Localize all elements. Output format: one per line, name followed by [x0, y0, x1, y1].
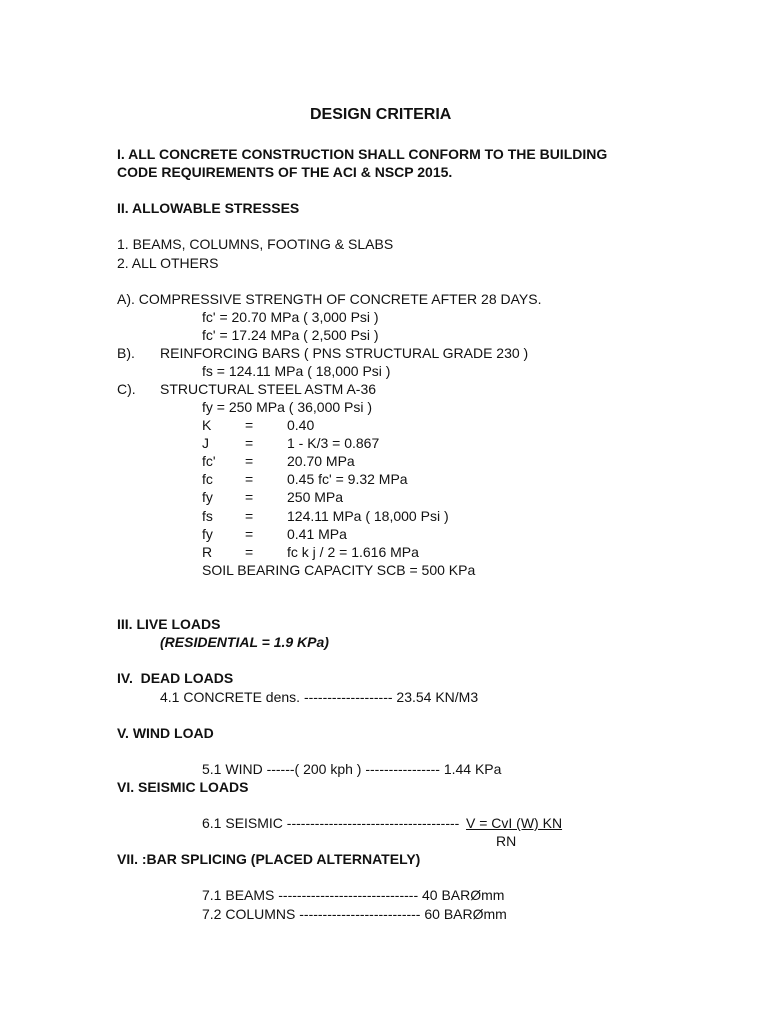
- section4-item: 4.1 CONCRETE dens. ------------------- 23.54 KN/M3: [160, 689, 479, 705]
- param-value: 1 - K/3 = 0.867: [287, 435, 380, 451]
- param-symbol: fy: [202, 526, 213, 542]
- section2-c-text: STRUCTURAL STEEL ASTM A-36: [160, 381, 377, 397]
- section5-heading: V. WIND LOAD: [117, 725, 214, 741]
- section2-heading: II. ALLOWABLE STRESSES: [117, 200, 300, 216]
- section2-item-2: 2. ALL OTHERS: [117, 255, 219, 271]
- param-equals: =: [245, 453, 254, 469]
- param-symbol: J: [202, 435, 209, 451]
- param-value: 20.70 MPa: [287, 453, 355, 469]
- section1-line1: I. ALL CONCRETE CONSTRUCTION SHALL CONFORM TO THE BUILDING: [117, 146, 608, 162]
- param-value: 0.40: [287, 417, 315, 433]
- section6-item: 6.1 SEISMIC -------------------------------------: [202, 815, 460, 831]
- section6-heading: VI. SEISMIC LOADS: [117, 779, 249, 795]
- param-equals: =: [245, 544, 254, 560]
- section7-item-2: 7.2 COLUMNS -------------------------- 60 BARØmm: [202, 906, 507, 922]
- seismic-formula-numerator: V = CvI (W) KN: [466, 815, 563, 831]
- section2-b-label: B).: [117, 345, 135, 361]
- param-value: 0.45 fc' = 9.32 MPa: [287, 471, 408, 487]
- section7-heading: VII. :BAR SPLICING (PLACED ALTERNATELY): [117, 851, 421, 867]
- param-symbol: fs: [202, 508, 213, 524]
- section7-item-1: 7.1 BEAMS ------------------------------ 40 BARØmm: [202, 887, 505, 903]
- param-equals: =: [245, 471, 254, 487]
- section1-line2: CODE REQUIREMENTS OF THE ACI & NSCP 2015.: [117, 164, 453, 180]
- param-equals: =: [245, 435, 254, 451]
- param-equals: =: [245, 508, 254, 524]
- param-value: 250 MPa: [287, 489, 344, 505]
- param-equals: =: [245, 417, 254, 433]
- section4-heading: IV. DEAD LOADS: [117, 670, 234, 686]
- param-value: 124.11 MPa ( 18,000 Psi ): [287, 508, 449, 524]
- param-symbol: fy: [202, 489, 213, 505]
- page-title: DESIGN CRITERIA: [310, 106, 452, 123]
- section2-item-1: 1. BEAMS, COLUMNS, FOOTING & SLABS: [117, 236, 394, 252]
- section3-heading: III. LIVE LOADS: [117, 616, 221, 632]
- seismic-formula-denominator: RN: [496, 833, 517, 849]
- section2-a-label: A). COMPRESSIVE STRENGTH OF CONCRETE AFTER 28 DAYS.: [117, 291, 542, 307]
- param-symbol: R: [202, 544, 213, 560]
- section2-c-label: C).: [117, 381, 136, 397]
- section2-c-value: fy = 250 MPa ( 36,000 Psi ): [202, 399, 373, 415]
- param-symbol: fc: [202, 471, 213, 487]
- section2-a-value-1: fc' = 20.70 MPa ( 3,000 Psi ): [202, 309, 379, 325]
- param-value: fc k j / 2 = 1.616 MPa: [287, 544, 419, 560]
- param-symbol: fc': [202, 453, 216, 469]
- section2-b-text: REINFORCING BARS ( PNS STRUCTURAL GRADE 230 ): [160, 345, 529, 361]
- param-equals: =: [245, 526, 254, 542]
- param-value: 0.41 MPa: [287, 526, 347, 542]
- section5-item: 5.1 WIND ------( 200 kph ) ---------------- 1.44 KPa: [202, 761, 502, 777]
- param-equals: =: [245, 489, 254, 505]
- soil-bearing-capacity: SOIL BEARING CAPACITY SCB = 500 KPa: [202, 562, 476, 578]
- param-symbol: K: [202, 417, 212, 433]
- section3-sub: (RESIDENTIAL = 1.9 KPa): [160, 634, 329, 650]
- section2-a-value-2: fc' = 17.24 MPa ( 2,500 Psi ): [202, 327, 379, 343]
- section2-b-value: fs = 124.11 MPa ( 18,000 Psi ): [202, 363, 391, 379]
